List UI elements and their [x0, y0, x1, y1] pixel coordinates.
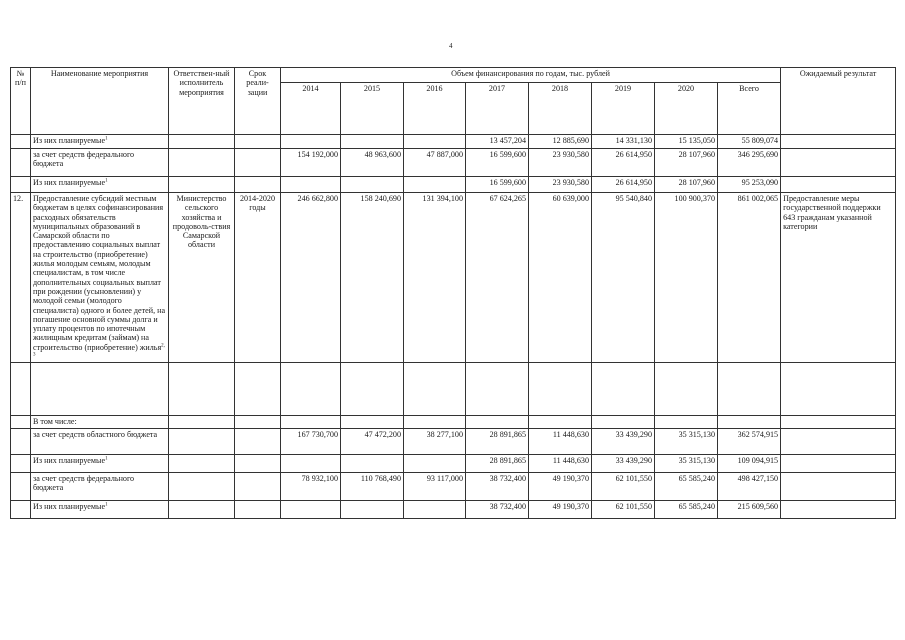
col-period-header: Срок реали-зации: [235, 68, 281, 135]
year-header: 2020: [655, 83, 718, 135]
amount-cell: 11 448,630: [529, 428, 592, 454]
amount-cell: 14 331,130: [592, 135, 655, 149]
amount-cell: [281, 177, 341, 193]
row-period: [235, 177, 281, 193]
row-executor: [169, 472, 235, 500]
row-result: Предоставление меры государственной поддержки 643 гражданам указанной категории: [781, 193, 896, 363]
amount-cell: 38 732,400: [466, 472, 529, 500]
amount-cell: 35 315,130: [655, 428, 718, 454]
amount-cell: 154 192,000: [281, 149, 341, 177]
amount-cell: [341, 135, 404, 149]
amount-cell: 38 277,100: [404, 428, 466, 454]
row-executor: [169, 428, 235, 454]
spacer-cell: [31, 363, 169, 416]
spacer-cell: [341, 416, 404, 428]
row-executor: [169, 135, 235, 149]
amount-cell: 28 107,960: [655, 177, 718, 193]
table-body: [11, 135, 896, 519]
total-cell: 861 002,065: [718, 193, 781, 363]
row-period: [235, 135, 281, 149]
amount-cell: [404, 500, 466, 518]
spacer-cell: [655, 416, 718, 428]
table-row: [11, 177, 896, 193]
row-period: 2014-2020 годы: [235, 193, 281, 363]
amount-cell: 35 315,130: [655, 454, 718, 472]
year-header: 2017: [466, 83, 529, 135]
amount-cell: 167 730,700: [281, 428, 341, 454]
row-num: [11, 416, 31, 428]
year-header: 2019: [592, 83, 655, 135]
amount-cell: 95 540,840: [592, 193, 655, 363]
amount-cell: 65 585,240: [655, 472, 718, 500]
total-cell: 109 094,915: [718, 454, 781, 472]
amount-cell: [341, 454, 404, 472]
amount-cell: 62 101,550: [592, 500, 655, 518]
amount-cell: [404, 454, 466, 472]
row-executor: [169, 500, 235, 518]
row-num: [11, 149, 31, 177]
amount-cell: 23 930,580: [529, 177, 592, 193]
amount-cell: [341, 500, 404, 518]
including-label: В том числе:: [31, 416, 169, 428]
row-num: [11, 135, 31, 149]
row-executor: [169, 177, 235, 193]
spacer-cell: [718, 416, 781, 428]
row-result: [781, 454, 896, 472]
spacer-cell: [169, 416, 235, 428]
total-cell: 215 609,560: [718, 500, 781, 518]
measure-name-text: Предоставление субсидий местным бюджетам в целях софинансирования расходных обязательств муниципальных образований в Самарской области по предоставлению социальных выплат на строительство (приобретение) жилья молодым семьям, молодым специалистам, в том числе дополнительных социальных выплат при рождении (усыновлении) у молодой семьи (молодого специалиста) одного и более детей, на погашение основной суммы долга и уплату процентов по ипотечным жилищным кредитам (займам) на строительство (приобретение) жилья: [33, 194, 166, 352]
measure-name-text: Из них планируемые: [33, 501, 106, 511]
row-period: [235, 472, 281, 500]
measure-name-text: за счет средств федерального бюджета: [33, 473, 135, 492]
page-mark: 4: [449, 42, 453, 50]
amount-cell: 11 448,630: [529, 454, 592, 472]
amount-cell: 100 900,370: [655, 193, 718, 363]
spacer-cell: [235, 416, 281, 428]
row-result: [781, 177, 896, 193]
col-result-header: Ожидаемый результат: [781, 68, 896, 135]
spacer-cell: [718, 363, 781, 416]
amount-cell: 93 117,000: [404, 472, 466, 500]
measure-name-text: Из них планируемые: [33, 136, 106, 145]
measure-name: [31, 149, 169, 177]
col-financing-header: Объем финансирования по годам, тыс. рублей: [281, 68, 781, 83]
spacer-cell: [341, 363, 404, 416]
spacer-row: [11, 363, 896, 416]
amount-cell: 158 240,690: [341, 193, 404, 363]
row-num: [11, 472, 31, 500]
year-header: 2018: [529, 83, 592, 135]
footnote-ref: 1: [105, 455, 108, 461]
total-cell: 95 253,090: [718, 177, 781, 193]
table-row: [11, 500, 896, 518]
total-cell: 498 427,150: [718, 472, 781, 500]
measure-name-text: за счет средств областного бюджета: [33, 429, 158, 439]
measure-name: [31, 428, 169, 454]
amount-cell: 62 101,550: [592, 472, 655, 500]
spacer-cell: [466, 363, 529, 416]
row-num: [11, 428, 31, 454]
amount-cell: [281, 135, 341, 149]
amount-cell: 28 107,960: [655, 149, 718, 177]
row-period: [235, 500, 281, 518]
amount-cell: 65 585,240: [655, 500, 718, 518]
year-header: 2014: [281, 83, 341, 135]
amount-cell: 12 885,690: [529, 135, 592, 149]
amount-cell: [281, 454, 341, 472]
amount-cell: 47 472,200: [341, 428, 404, 454]
measure-name: [31, 472, 169, 500]
table-row: [11, 135, 896, 149]
spacer-cell: [592, 416, 655, 428]
amount-cell: 33 439,290: [592, 454, 655, 472]
col-name-header: Наименование мероприятия: [31, 68, 169, 135]
spacer-cell: [655, 363, 718, 416]
spacer-cell: [529, 363, 592, 416]
spacer-cell: [781, 416, 896, 428]
total-cell: 362 574,915: [718, 428, 781, 454]
row-result: [781, 428, 896, 454]
amount-cell: 38 732,400: [466, 500, 529, 518]
financing-table: [10, 67, 896, 519]
footnote-ref: 1: [105, 501, 108, 507]
table-row: [11, 149, 896, 177]
total-cell: 55 809,074: [718, 135, 781, 149]
amount-cell: 67 624,265: [466, 193, 529, 363]
table-row: [11, 454, 896, 472]
row-executor: [169, 149, 235, 177]
amount-cell: 60 639,000: [529, 193, 592, 363]
row-result: [781, 135, 896, 149]
col-executor-header: Ответствен-ный исполнитель мероприятия: [169, 68, 235, 135]
measure-name: [31, 135, 169, 149]
amount-cell: 26 614,950: [592, 177, 655, 193]
year-header: 2016: [404, 83, 466, 135]
measure-name-text: за счет средств федерального бюджета: [33, 150, 135, 169]
total-cell: 346 295,690: [718, 149, 781, 177]
measure-name: [31, 177, 169, 193]
row-result: [781, 149, 896, 177]
footnote-ref: 2, 3: [33, 343, 165, 358]
measure-name-text: Из них планируемые: [33, 178, 106, 187]
amount-cell: 26 614,950: [592, 149, 655, 177]
total-header: Всего: [718, 83, 781, 135]
amount-cell: 131 394,100: [404, 193, 466, 363]
spacer-cell: [169, 363, 235, 416]
amount-cell: [404, 135, 466, 149]
measure-name: [31, 193, 169, 363]
row-period: [235, 454, 281, 472]
amount-cell: 15 135,050: [655, 135, 718, 149]
amount-cell: 49 190,370: [529, 500, 592, 518]
measure-name: [31, 454, 169, 472]
amount-cell: 33 439,290: [592, 428, 655, 454]
spacer-cell: [529, 416, 592, 428]
spacer-cell: [281, 416, 341, 428]
spacer-cell: [235, 363, 281, 416]
amount-cell: [341, 177, 404, 193]
amount-cell: 78 932,100: [281, 472, 341, 500]
row-period: [235, 428, 281, 454]
amount-cell: 246 662,800: [281, 193, 341, 363]
amount-cell: 49 190,370: [529, 472, 592, 500]
row-num: [11, 177, 31, 193]
table-row-item-12: [11, 193, 896, 363]
spacer-cell: [592, 363, 655, 416]
amount-cell: 16 599,600: [466, 177, 529, 193]
row-executor: [169, 454, 235, 472]
spacer-cell: [781, 363, 896, 416]
amount-cell: 23 930,580: [529, 149, 592, 177]
row-result: [781, 500, 896, 518]
row-num: [11, 500, 31, 518]
footnote-ref: 1: [105, 178, 108, 184]
measure-name: [31, 500, 169, 518]
amount-cell: [281, 500, 341, 518]
spacer-cell: [404, 416, 466, 428]
spacer-cell: [404, 363, 466, 416]
amount-cell: 28 891,865: [466, 428, 529, 454]
row-period: [235, 149, 281, 177]
amount-cell: 110 768,490: [341, 472, 404, 500]
row-result: [781, 472, 896, 500]
amount-cell: 16 599,600: [466, 149, 529, 177]
footnote-ref: 1: [105, 136, 108, 142]
table-row: [11, 428, 896, 454]
year-header: 2015: [341, 83, 404, 135]
amount-cell: [404, 177, 466, 193]
amount-cell: 48 963,600: [341, 149, 404, 177]
amount-cell: 13 457,204: [466, 135, 529, 149]
measure-name-text: Из них планируемые: [33, 455, 106, 465]
row-executor: Министерство сельского хозяйства и продоволь-ствия Самарской области: [169, 193, 235, 363]
row-num: 12.: [11, 193, 31, 363]
amount-cell: 47 887,000: [404, 149, 466, 177]
including-row: [11, 416, 896, 428]
spacer-cell: [11, 363, 31, 416]
spacer-cell: [281, 363, 341, 416]
row-num: [11, 454, 31, 472]
col-num-header: № п/п: [11, 68, 31, 135]
amount-cell: 28 891,865: [466, 454, 529, 472]
table-row: [11, 472, 896, 500]
spacer-cell: [466, 416, 529, 428]
